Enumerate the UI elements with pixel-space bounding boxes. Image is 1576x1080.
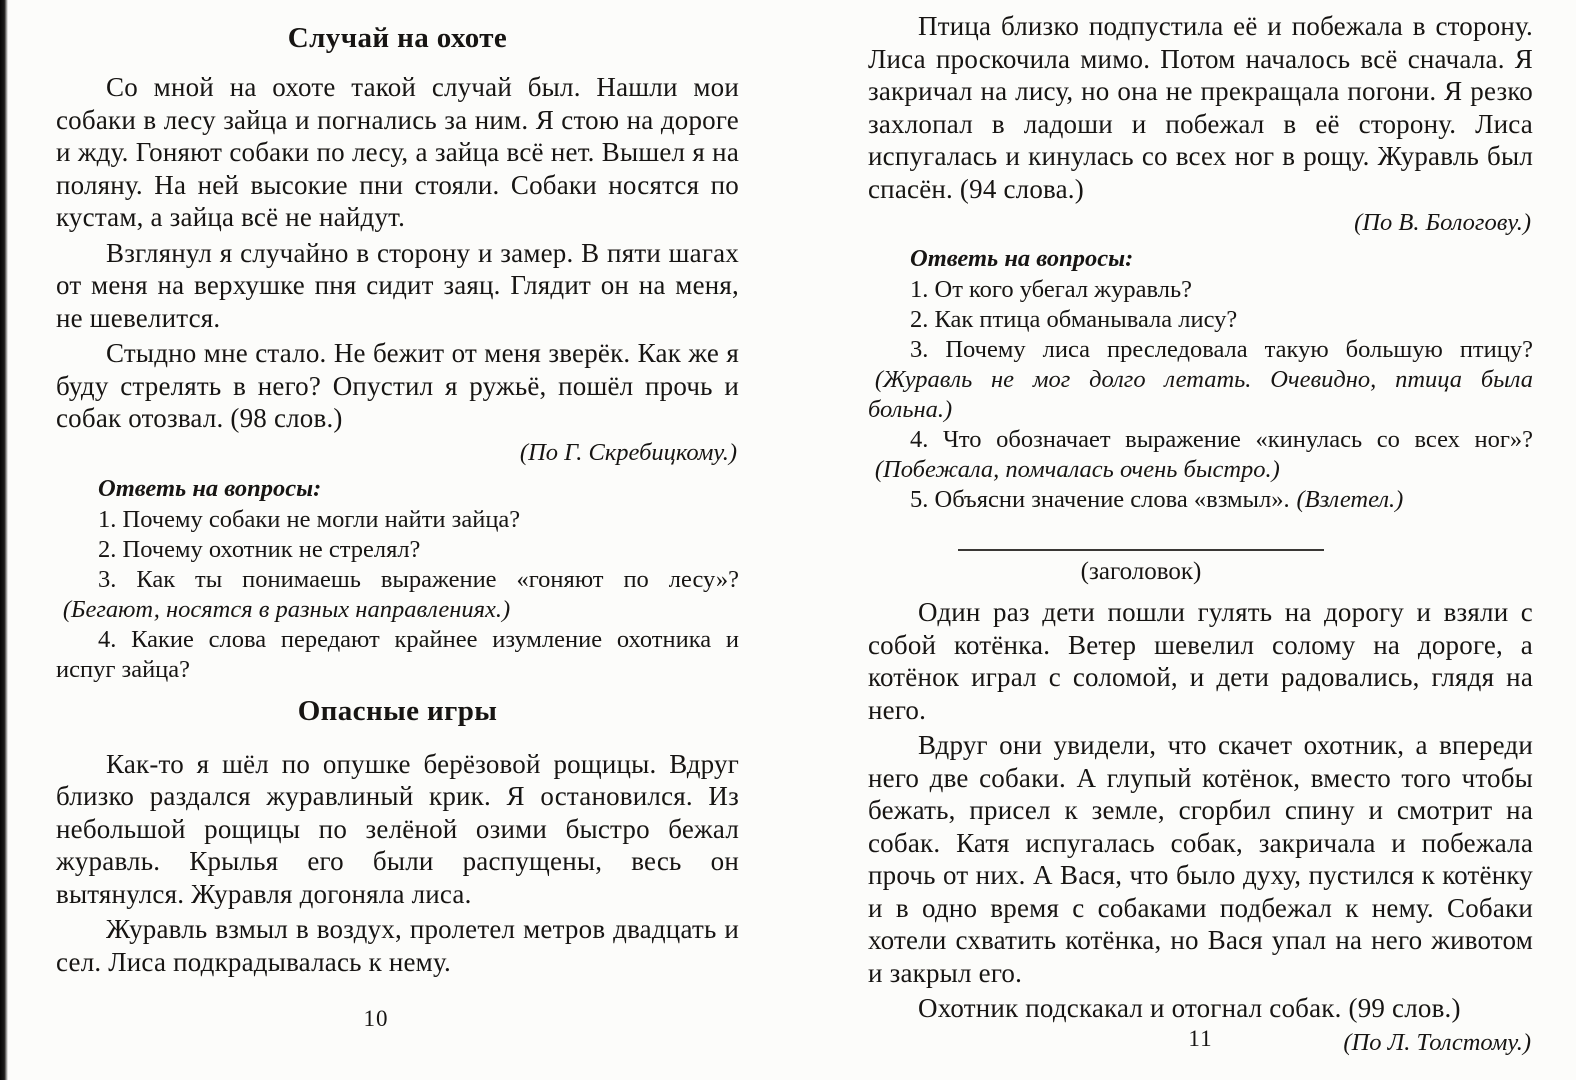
question-item <box>56 535 739 565</box>
question-text: 1. От кого убегал журавль? <box>910 276 1193 303</box>
question-item <box>868 335 1533 425</box>
questions-label: Ответь на вопросы: <box>98 474 322 502</box>
question-item <box>868 305 1533 335</box>
question-item <box>56 625 739 685</box>
question-answer: (Журавль не мог долго летать. Очевидно, птица была больна.) <box>868 366 1533 423</box>
story-paragraph: Взглянул я случайно в сторону и замер. В пяти шагах от меня на верхушке пня сидит заяц. Глядит он на меня, не шевелится. <box>56 237 739 333</box>
question-item <box>868 485 1533 515</box>
story-paragraph: Со мной на охоте такой случай был. Нашли мои собаки в лесу зайца и погнались за ним. Я стою на дороге и жду. Гоняют собаки по лесу, а зайца всё нет. Вышел я на поляну. На ней высокие пни стояли. Собаки носятся по кустам, а зайца всё не найдут. <box>56 72 739 232</box>
story-paragraph: Стыдно мне стало. Не бежит от меня зверёк. Как же я буду стрелять в него? Опустил я ружьё, пошёл прочь и собак отозвал. (98 слов.) <box>56 338 739 433</box>
story-paragraph: Журавль взмыл в воздух, пролетел метров двадцать и сел. Лиса подкрадывалась к нему. <box>56 914 739 977</box>
page-number-left: 10 <box>363 1006 389 1031</box>
question-text: 3. Почему лиса преследовала такую большую птицу? <box>910 336 1533 363</box>
question-text: 1. Почему собаки не могли найти зайца? <box>98 505 521 533</box>
scan-left-edge <box>0 0 8 1080</box>
question-text: 5. Объясни значение слова «взмыл». <box>910 486 1290 513</box>
author-attribution: (По Л. Толстому.) <box>1343 1028 1531 1056</box>
question-answer: (Бегают, носятся в разных направлениях.) <box>62 595 511 623</box>
blank-title-caption: (заголовок) <box>1080 558 1202 585</box>
question-answer: (Взлетел.) <box>1296 486 1404 513</box>
page-right <box>868 0 1533 1064</box>
story-paragraph: Как-то я шёл по опушке берёзовой рощицы. Вдруг близко раздался журавлиный крик. Я остановился. Из небольшой рощицы по зелёной озими быстро бежал журавль. Крылья его были распущены, весь он вытянулся. Журавля догоняла лиса. <box>56 748 739 909</box>
story-title-hunting-incident: Случай на охоте <box>287 22 508 54</box>
question-text: 2. Как птица обманывала лису? <box>910 306 1238 333</box>
question-answer: (Побежала, помчалась очень быстро.) <box>874 456 1280 483</box>
page-left <box>56 0 739 981</box>
question-item <box>868 425 1533 485</box>
page-number-right: 11 <box>1188 1026 1213 1051</box>
question-item <box>56 505 739 535</box>
story-paragraph: Охотник подскакал и отогнал собак. (99 слов.) <box>918 993 1461 1023</box>
title-blank-divider <box>956 549 1326 586</box>
question-item <box>56 565 739 625</box>
author-attribution: (По Г. Скребицкому.) <box>519 438 737 466</box>
question-text: 3. Как ты понимаешь выражение «гоняют по лесу»? <box>98 565 739 593</box>
story-title-dangerous-games: Опасные игры <box>297 694 498 727</box>
question-text: 4. Что обозначает выражение «кинулась со всех ног»? <box>910 426 1533 453</box>
blank-title-line <box>958 549 1324 551</box>
story-paragraph: Один раз дети пошли гулять на дорогу и взяли с собой котёнка. Ветер шевелил солому на дороге, а котёнок играл с соломой, и дети радовались, глядя на него. <box>868 597 1533 725</box>
question-text: 2. Почему охотник не стрелял? <box>98 535 421 563</box>
story-paragraph: Вдруг они увидели, что скачет охотник, а впереди него две собаки. А глупый котёнок, вместо того чтобы бежать, присел к земле, сгорбил спину и смотрит на собак. Катя испугалась собак, закричала и побежала прочь от них. А Вася, что было духу, пустился к котёнку и в одно время с собаками подбежал к нему. Собаки хотели схватить котёнка, но Вася упал на него животом и закрыл его. <box>868 730 1533 988</box>
author-attribution: (По В. Бологову.) <box>1354 209 1531 236</box>
question-item <box>868 275 1533 305</box>
story-paragraph: Птица близко подпустила её и побежала в сторону. Лиса проскочила мимо. Потом началось всё сначала. Я закричал на лису, но она не прекращала погони. Я резко захлопал в ладоши и побежал в её сторону. Лиса испугалась и кинулась со всех ног в рощу. Журавль был спасён. (94 слова.) <box>868 11 1533 204</box>
questions-label: Ответь на вопросы: <box>910 245 1134 272</box>
question-text: 4. Какие слова передают крайнее изумление охотника и испуг зайца? <box>56 625 739 683</box>
